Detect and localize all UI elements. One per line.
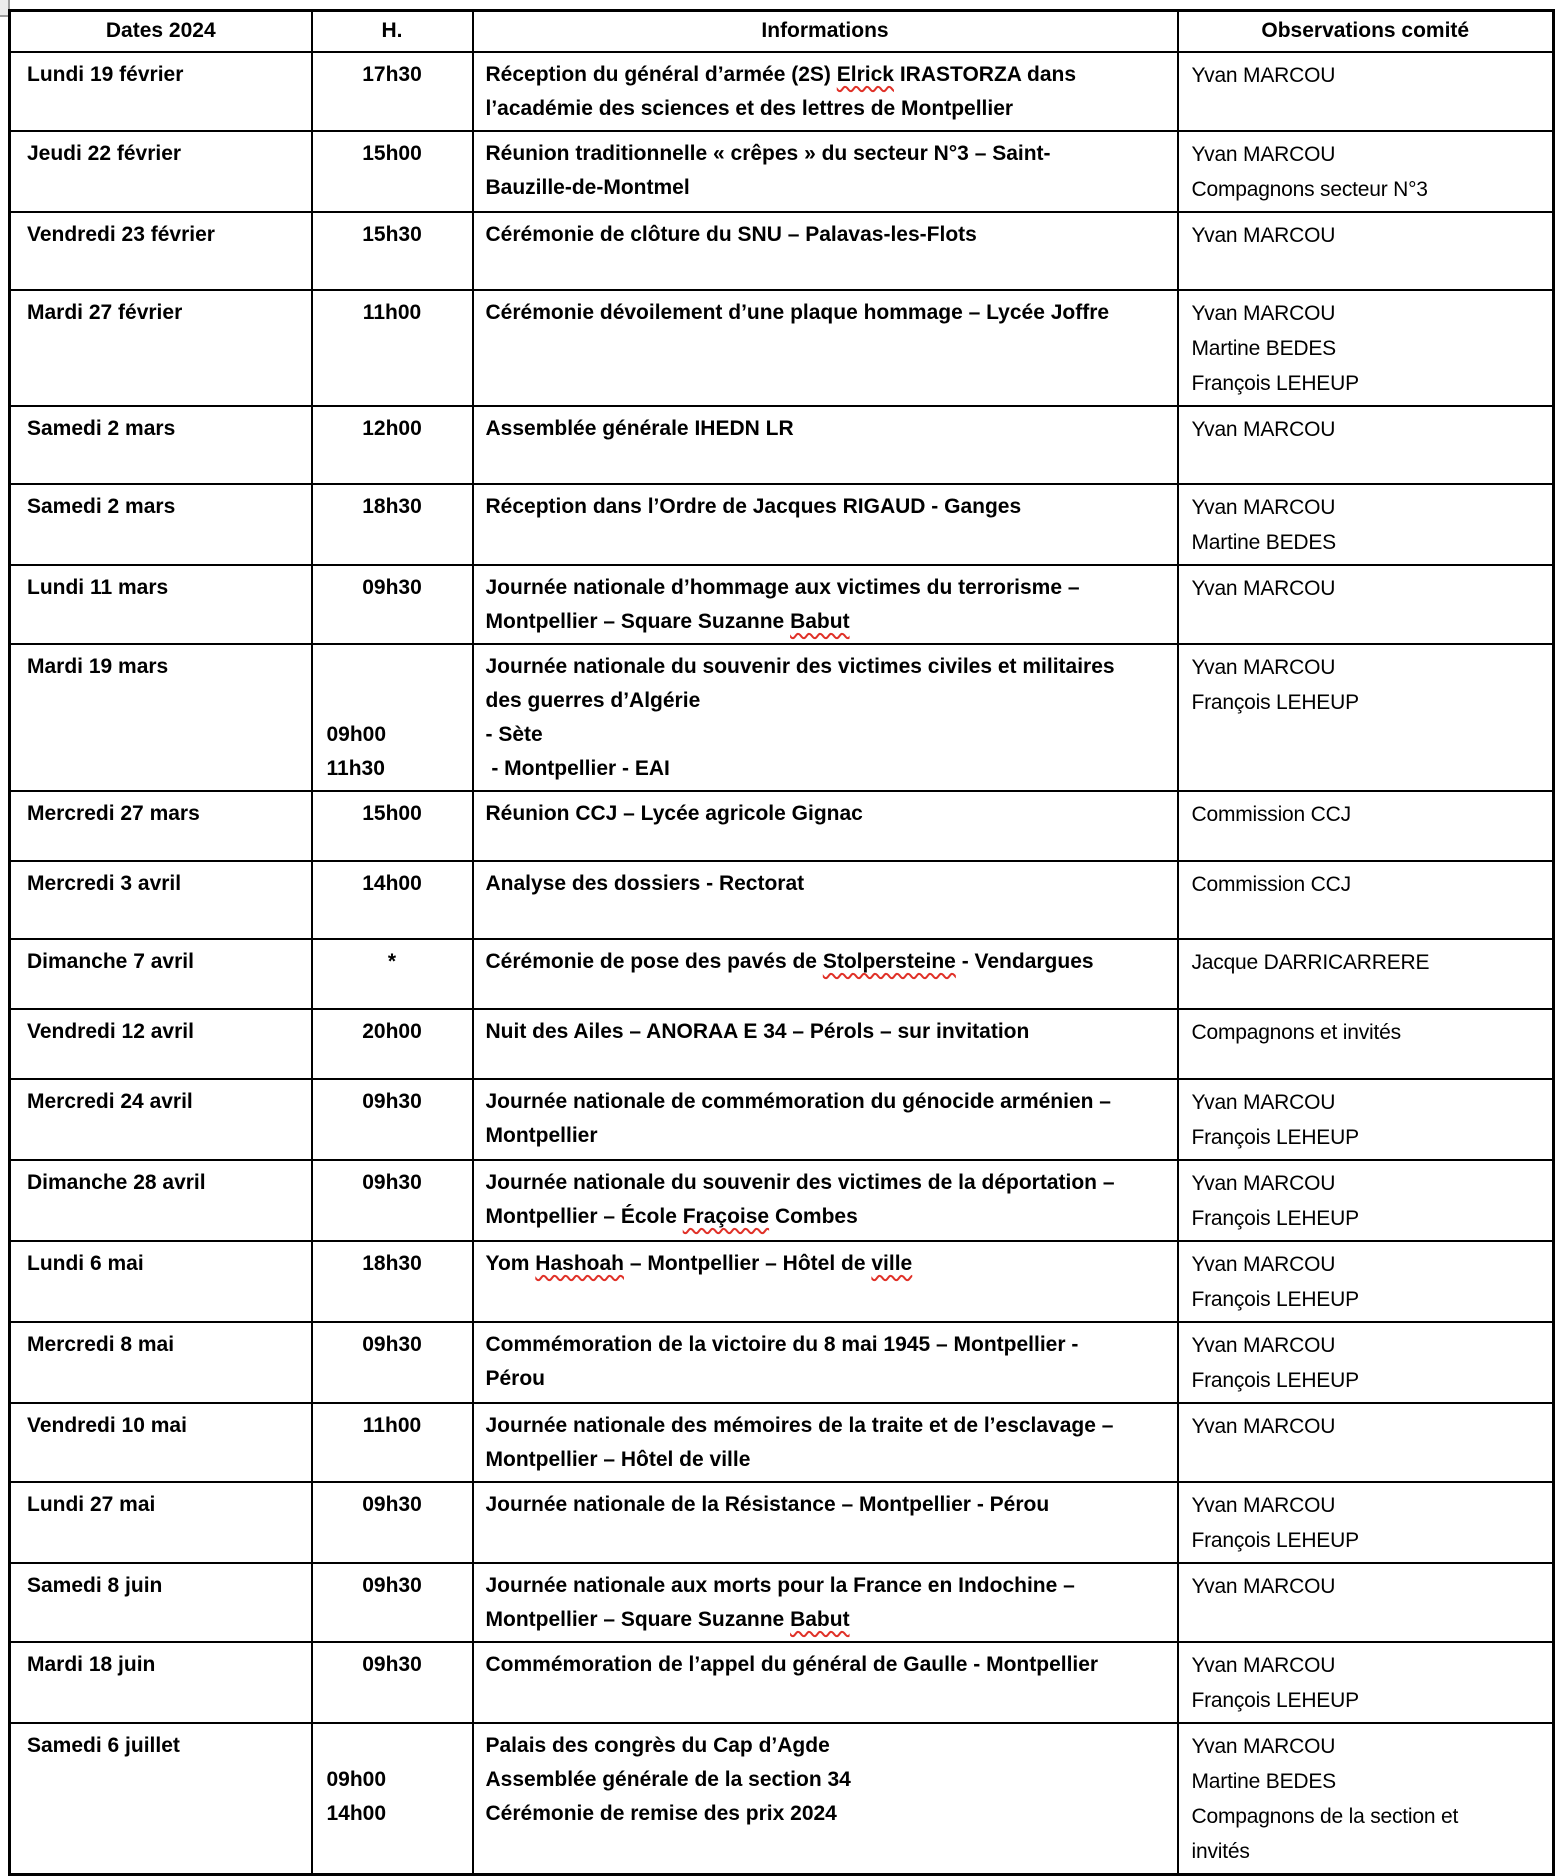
obs-line: Yvan MARCOU xyxy=(1191,1333,1336,1357)
date-text: Lundi 19 février xyxy=(27,62,184,86)
time-text: 09h30 xyxy=(362,1332,422,1356)
info-line xyxy=(486,1328,1167,1362)
obs-line: François LEHEUP xyxy=(1191,1688,1359,1712)
time-text: 09h30 xyxy=(362,1170,422,1194)
obs-line: Yvan MARCOU xyxy=(1191,576,1336,600)
date-text: Vendredi 10 mai xyxy=(27,1413,187,1437)
obs-line: Yvan MARCOU xyxy=(1191,63,1336,87)
date-text: Mardi 27 février xyxy=(27,300,183,324)
info-line xyxy=(486,1362,1167,1396)
info-line xyxy=(486,1763,1167,1797)
date-text: Lundi 11 mars xyxy=(27,575,169,599)
info-cell xyxy=(473,1482,1178,1563)
obs-cell xyxy=(1178,939,1554,1009)
obs-line: François LEHEUP xyxy=(1191,1287,1359,1311)
info-line xyxy=(486,296,1167,330)
obs-cell xyxy=(1178,1403,1554,1482)
info-line xyxy=(486,412,1167,446)
misspelled-word: Elrick xyxy=(836,62,894,86)
info-line xyxy=(486,1200,1167,1234)
date-cell xyxy=(10,1322,312,1403)
info-line xyxy=(486,945,1167,979)
date-text: Dimanche 7 avril xyxy=(27,949,194,973)
obs-line: Jacque DARRICARRERE xyxy=(1191,950,1430,974)
time-text: 11h30 xyxy=(326,756,385,780)
misspelled-word: Babut xyxy=(790,609,850,633)
text-segment: Montpellier – Hôtel de ville xyxy=(485,1447,751,1471)
obs-line: Yvan MARCOU xyxy=(1191,1653,1336,1677)
obs-cell xyxy=(1178,791,1554,861)
obs-cell xyxy=(1178,1563,1554,1642)
table-row xyxy=(10,484,1554,565)
time-text: 12h00 xyxy=(362,416,422,440)
text-segment: Commémoration de la victoire du 8 mai 1945 – Montpellier - xyxy=(485,1332,1079,1356)
table-row xyxy=(10,1079,1554,1160)
info-cell xyxy=(473,1079,1178,1160)
time-cell xyxy=(312,406,473,484)
time-cell xyxy=(312,52,473,131)
time-text: 17h30 xyxy=(362,62,422,86)
time-text: 09h30 xyxy=(362,1573,422,1597)
date-text: Lundi 6 mai xyxy=(27,1251,144,1275)
table-row xyxy=(10,131,1554,212)
info-line xyxy=(486,137,1167,171)
info-line xyxy=(486,1603,1167,1637)
table-row xyxy=(10,791,1554,861)
text-segment: Palais des congrès du Cap d’Agde xyxy=(485,1733,830,1757)
obs-cell xyxy=(1178,861,1554,939)
obs-line: Yvan MARCOU xyxy=(1191,1493,1336,1517)
column-header-obs: Observations comité xyxy=(1178,11,1554,52)
time-text: 15h00 xyxy=(362,141,422,165)
date-cell xyxy=(10,1009,312,1079)
time-text: * xyxy=(387,949,397,973)
text-segment: Assemblée générale de la section 34 xyxy=(485,1767,851,1791)
obs-cell xyxy=(1178,1009,1554,1079)
text-segment: Bauzille-de-Montmel xyxy=(485,175,690,199)
info-line xyxy=(486,1569,1167,1603)
time-text: 15h30 xyxy=(362,222,422,246)
info-cell xyxy=(473,52,1178,131)
text-segment: Montpellier – École xyxy=(485,1204,683,1228)
obs-cell xyxy=(1178,1322,1554,1403)
text-segment: Journée nationale des mémoires de la traite et de l’esclavage – xyxy=(485,1413,1114,1437)
date-text: Mardi 18 juin xyxy=(27,1652,156,1676)
text-segment: l’académie des sciences et des lettres de Montpellier xyxy=(485,96,1014,120)
time-cell xyxy=(312,212,473,290)
table-row xyxy=(10,1009,1554,1079)
text-segment: Pérou xyxy=(485,1366,546,1390)
date-text: Mardi 19 mars xyxy=(27,654,169,678)
misspelled-word: Stolpersteine xyxy=(822,949,956,973)
time-cell xyxy=(312,1322,473,1403)
table-row xyxy=(10,1160,1554,1241)
date-cell xyxy=(10,1723,312,1875)
obs-line: Commission CCJ xyxy=(1191,872,1351,896)
date-text: Mercredi 24 avril xyxy=(27,1089,193,1113)
date-cell xyxy=(10,1563,312,1642)
info-cell xyxy=(473,861,1178,939)
info-line xyxy=(486,867,1167,901)
table-row xyxy=(10,861,1554,939)
obs-line: François LEHEUP xyxy=(1191,690,1359,714)
obs-line: Yvan MARCOU xyxy=(1191,1574,1336,1598)
date-cell xyxy=(10,484,312,565)
info-line xyxy=(486,571,1167,605)
info-line xyxy=(486,1797,1167,1831)
table-row xyxy=(10,212,1554,290)
date-text: Mercredi 3 avril xyxy=(27,871,182,895)
info-line xyxy=(486,1488,1167,1522)
info-cell xyxy=(473,484,1178,565)
info-cell xyxy=(473,212,1178,290)
date-cell xyxy=(10,1160,312,1241)
obs-line: François LEHEUP xyxy=(1191,1368,1359,1392)
info-line xyxy=(486,171,1167,205)
text-segment: Cérémonie de remise des prix 2024 xyxy=(485,1801,837,1825)
obs-line: Yvan MARCOU xyxy=(1191,1090,1336,1114)
obs-line: invités xyxy=(1191,1839,1250,1863)
text-segment: Journée nationale de commémoration du génocide arménien – xyxy=(485,1089,1111,1113)
time-cell xyxy=(312,1642,473,1723)
table-row xyxy=(10,406,1554,484)
time-text xyxy=(327,650,468,684)
info-line xyxy=(486,797,1167,831)
time-cell xyxy=(312,290,473,406)
obs-line: François LEHEUP xyxy=(1191,1206,1359,1230)
date-text: Vendredi 23 février xyxy=(27,222,215,246)
time-text: 09h30 xyxy=(362,1089,422,1113)
time-cell xyxy=(312,644,473,791)
time-text: 09h30 xyxy=(362,1652,422,1676)
date-cell xyxy=(10,1642,312,1723)
time-text: 09h00 xyxy=(326,1767,387,1791)
misspelled-word: Fraçoise xyxy=(682,1204,770,1228)
obs-line: Yvan MARCOU xyxy=(1191,417,1336,441)
time-text xyxy=(327,684,468,718)
table-row xyxy=(10,1322,1554,1403)
obs-cell xyxy=(1178,1642,1554,1723)
obs-line: Yvan MARCOU xyxy=(1191,1414,1336,1438)
info-line xyxy=(486,58,1167,92)
text-segment: - Vendargues xyxy=(955,949,1094,973)
obs-cell xyxy=(1178,406,1554,484)
time-text: 11h00 xyxy=(362,1413,422,1437)
obs-line: Yvan MARCOU xyxy=(1191,495,1336,519)
obs-line: Compagnons secteur N°3 xyxy=(1191,177,1428,201)
text-segment: Réception dans l’Ordre de Jacques RIGAUD - Ganges xyxy=(485,494,1022,518)
obs-line: Martine BEDES xyxy=(1191,530,1336,554)
obs-line: Yvan MARCOU xyxy=(1191,655,1336,679)
obs-cell xyxy=(1178,131,1554,212)
obs-line: Compagnons et invités xyxy=(1191,1020,1401,1044)
time-text: 14h00 xyxy=(362,871,422,895)
info-line xyxy=(486,1085,1167,1119)
date-cell xyxy=(10,290,312,406)
info-line xyxy=(486,650,1167,684)
time-cell xyxy=(312,484,473,565)
time-text: 20h00 xyxy=(362,1019,422,1043)
text-segment: Combes xyxy=(769,1204,858,1228)
time-cell xyxy=(312,1723,473,1875)
info-cell xyxy=(473,290,1178,406)
time-cell xyxy=(312,1241,473,1322)
text-segment: Réunion traditionnelle « crêpes » du secteur N°3 – Saint- xyxy=(485,141,1051,165)
info-line xyxy=(486,92,1167,126)
obs-cell xyxy=(1178,1160,1554,1241)
info-line xyxy=(486,1648,1167,1682)
info-cell xyxy=(473,1403,1178,1482)
text-segment: IRASTORZA dans xyxy=(893,62,1077,86)
text-segment: Réunion CCJ – Lycée agricole Gignac xyxy=(485,801,863,825)
text-segment: Journée nationale du souvenir des victimes de la déportation – xyxy=(485,1170,1115,1194)
info-line xyxy=(486,1443,1167,1477)
time-cell xyxy=(312,565,473,644)
date-cell xyxy=(10,861,312,939)
table-row xyxy=(10,1482,1554,1563)
info-line xyxy=(486,218,1167,252)
date-text: Mercredi 27 mars xyxy=(27,801,200,825)
info-line xyxy=(486,1015,1167,1049)
obs-line: Yvan MARCOU xyxy=(1191,1171,1336,1195)
info-cell xyxy=(473,1563,1178,1642)
text-segment: - Sète xyxy=(485,722,543,746)
table-header xyxy=(10,11,1554,52)
obs-line: François LEHEUP xyxy=(1191,1125,1359,1149)
time-cell xyxy=(312,939,473,1009)
info-line xyxy=(486,1166,1167,1200)
table-row xyxy=(10,1241,1554,1322)
time-cell xyxy=(312,1160,473,1241)
text-segment: – Montpellier – Hôtel de xyxy=(623,1251,872,1275)
text-segment: Yom xyxy=(485,1251,536,1275)
events-table xyxy=(8,9,1555,1876)
date-cell xyxy=(10,939,312,1009)
obs-line: Compagnons de la section et xyxy=(1191,1804,1459,1828)
obs-cell xyxy=(1178,1482,1554,1563)
date-text: Samedi 2 mars xyxy=(27,416,176,440)
time-text: 09h30 xyxy=(362,1492,422,1516)
info-cell xyxy=(473,1009,1178,1079)
time-text: 09h30 xyxy=(362,575,422,599)
text-segment: Journée nationale aux morts pour la France en Indochine – xyxy=(485,1573,1075,1597)
obs-line: François LEHEUP xyxy=(1191,371,1359,395)
info-cell xyxy=(473,939,1178,1009)
info-line xyxy=(486,1409,1167,1443)
info-cell xyxy=(473,1241,1178,1322)
time-text: 11h00 xyxy=(362,300,422,324)
column-header-time: H. xyxy=(312,11,473,52)
info-cell xyxy=(473,1322,1178,1403)
time-cell xyxy=(312,1403,473,1482)
date-text: Mercredi 8 mai xyxy=(27,1332,175,1356)
info-line xyxy=(486,1729,1167,1763)
obs-line: Yvan MARCOU xyxy=(1191,301,1336,325)
text-segment: Montpellier xyxy=(485,1123,598,1147)
table-row xyxy=(10,1642,1554,1723)
text-segment: Montpellier – Square Suzanne xyxy=(485,609,791,633)
text-segment: Cérémonie de clôture du SNU – Palavas-les-Flots xyxy=(485,222,977,246)
obs-line: Martine BEDES xyxy=(1191,1769,1336,1793)
time-cell xyxy=(312,131,473,212)
date-text: Samedi 6 juillet xyxy=(27,1733,180,1757)
obs-line: François LEHEUP xyxy=(1191,1528,1359,1552)
text-segment: des guerres d’Algérie xyxy=(485,688,701,712)
obs-line: Yvan MARCOU xyxy=(1191,1252,1336,1276)
info-line xyxy=(486,752,1167,786)
date-cell xyxy=(10,1241,312,1322)
date-cell xyxy=(10,565,312,644)
time-cell xyxy=(312,1079,473,1160)
obs-cell xyxy=(1178,1241,1554,1322)
info-line xyxy=(486,605,1167,639)
obs-cell xyxy=(1178,52,1554,131)
date-cell xyxy=(10,1482,312,1563)
info-line xyxy=(486,684,1167,718)
time-cell xyxy=(312,1482,473,1563)
table-row xyxy=(10,290,1554,406)
time-text: 18h30 xyxy=(362,494,422,518)
time-cell xyxy=(312,791,473,861)
table-row xyxy=(10,52,1554,131)
table-body xyxy=(10,52,1554,1875)
info-line xyxy=(486,1119,1167,1153)
obs-cell xyxy=(1178,212,1554,290)
text-segment: Réception du général d’armée (2S) xyxy=(485,62,837,86)
obs-line: Martine BEDES xyxy=(1191,336,1336,360)
info-cell xyxy=(473,644,1178,791)
date-text: Dimanche 28 avril xyxy=(27,1170,206,1194)
column-header-info: Informations xyxy=(473,11,1178,52)
column-header-date: Dates 2024 xyxy=(10,11,312,52)
info-cell xyxy=(473,791,1178,861)
text-segment: Cérémonie dévoilement d’une plaque hommage – Lycée Joffre xyxy=(485,300,1110,324)
text-segment: Nuit des Ailes – ANORAA E 34 – Pérols – sur invitation xyxy=(485,1019,1030,1043)
info-line xyxy=(486,490,1167,524)
date-cell xyxy=(10,791,312,861)
obs-line: Yvan MARCOU xyxy=(1191,1734,1336,1758)
date-text: Samedi 8 juin xyxy=(27,1573,163,1597)
info-cell xyxy=(473,1723,1178,1875)
table-row xyxy=(10,644,1554,791)
table-row xyxy=(10,1403,1554,1482)
text-segment: Journée nationale d’hommage aux victimes du terrorisme – xyxy=(485,575,1080,599)
text-segment: Journée nationale du souvenir des victimes civiles et militaires xyxy=(485,654,1115,678)
info-cell xyxy=(473,565,1178,644)
obs-cell xyxy=(1178,644,1554,791)
obs-line: Yvan MARCOU xyxy=(1191,142,1336,166)
date-cell xyxy=(10,1079,312,1160)
date-cell xyxy=(10,406,312,484)
info-cell xyxy=(473,131,1178,212)
obs-cell xyxy=(1178,484,1554,565)
date-text: Jeudi 22 février xyxy=(27,141,182,165)
date-cell xyxy=(10,644,312,791)
time-text xyxy=(327,1729,468,1763)
date-cell xyxy=(10,52,312,131)
date-text: Vendredi 12 avril xyxy=(27,1019,194,1043)
time-text: 09h00 xyxy=(326,722,387,746)
date-text: Lundi 27 mai xyxy=(27,1492,156,1516)
info-line xyxy=(486,1247,1167,1281)
date-cell xyxy=(10,212,312,290)
misspelled-word: Hashoah xyxy=(535,1251,624,1275)
text-segment: Assemblée générale IHEDN LR xyxy=(485,416,794,440)
time-text: 14h00 xyxy=(326,1801,387,1825)
text-segment: - Montpellier - EAI xyxy=(485,756,670,780)
info-line xyxy=(486,718,1167,752)
info-cell xyxy=(473,406,1178,484)
time-cell xyxy=(312,1009,473,1079)
misspelled-word: ville xyxy=(871,1251,913,1275)
time-text: 15h00 xyxy=(362,801,422,825)
table-row xyxy=(10,565,1554,644)
obs-cell xyxy=(1178,1723,1554,1875)
table-row xyxy=(10,1563,1554,1642)
text-segment: Cérémonie de pose des pavés de xyxy=(485,949,823,973)
table-row xyxy=(10,1723,1554,1875)
table-row xyxy=(10,939,1554,1009)
date-cell xyxy=(10,1403,312,1482)
obs-cell xyxy=(1178,565,1554,644)
obs-line: Commission CCJ xyxy=(1191,802,1351,826)
time-text: 18h30 xyxy=(362,1251,422,1275)
misspelled-word: Babut xyxy=(790,1607,850,1631)
time-cell xyxy=(312,861,473,939)
info-cell xyxy=(473,1642,1178,1723)
info-cell xyxy=(473,1160,1178,1241)
obs-cell xyxy=(1178,1079,1554,1160)
header-row xyxy=(10,11,1554,52)
text-segment: Journée nationale de la Résistance – Montpellier - Pérou xyxy=(485,1492,1050,1516)
obs-cell xyxy=(1178,290,1554,406)
obs-line: Yvan MARCOU xyxy=(1191,223,1336,247)
date-cell xyxy=(10,131,312,212)
text-segment: Commémoration de l’appel du général de Gaulle - Montpellier xyxy=(485,1652,1099,1676)
time-cell xyxy=(312,1563,473,1642)
text-segment: Analyse des dossiers - Rectorat xyxy=(485,871,805,895)
text-segment: Montpellier – Square Suzanne xyxy=(485,1607,791,1631)
date-text: Samedi 2 mars xyxy=(27,494,176,518)
